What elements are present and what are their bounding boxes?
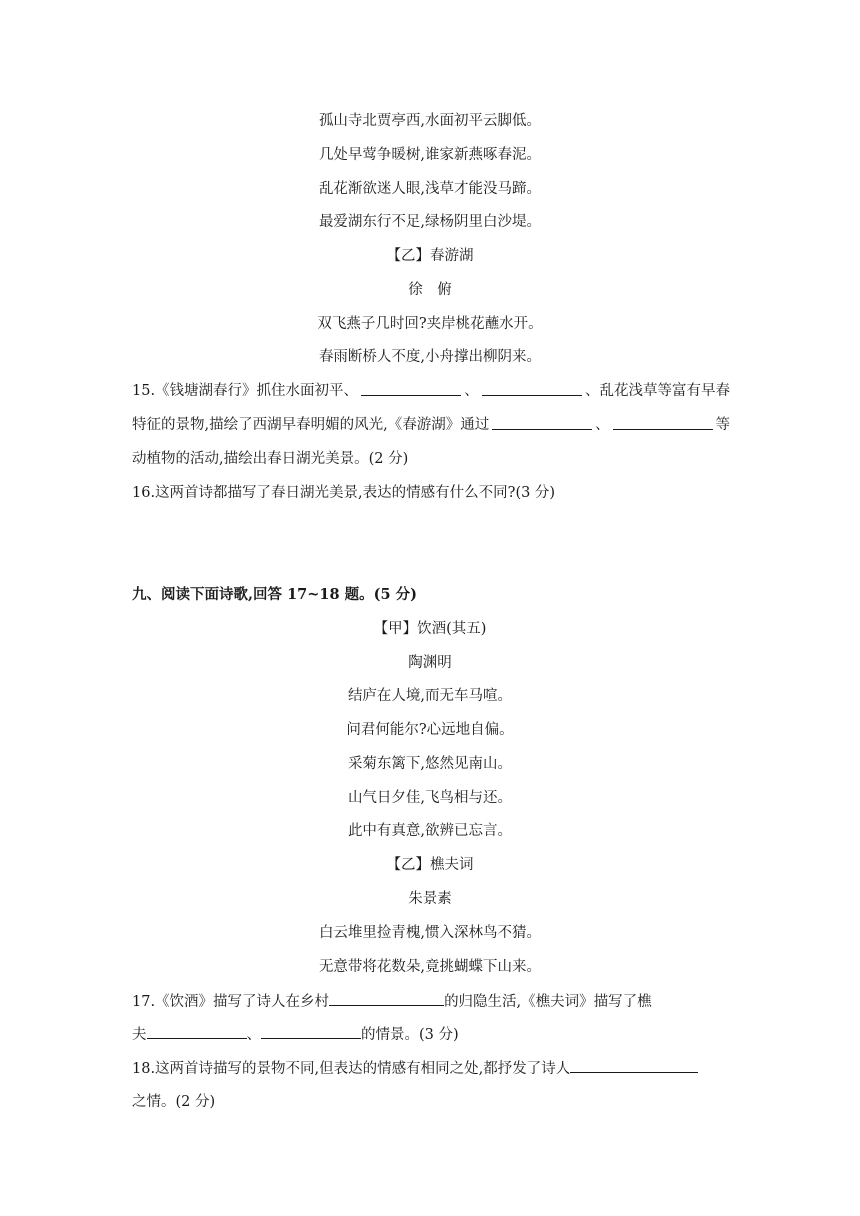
poem-line: 问君何能尔?心远地自偏。	[346, 722, 514, 738]
question-text: 特征的景物,描绘了西湖早春明媚的风光,《春游湖》通过	[132, 417, 490, 433]
poem-title: 【乙】春游湖	[386, 248, 474, 264]
poem-line: 结庐在人境,而无车马喧。	[347, 688, 513, 704]
answer-blank[interactable]	[482, 381, 582, 396]
poem-title: 【甲】饮酒(其五)	[373, 621, 487, 637]
question-17-line-2	[132, 1024, 459, 1045]
question-16: 16.这两首诗都描写了春日湖光美景,表达的情感有什么不同?(3 分)	[132, 485, 556, 501]
question-text: 夫	[132, 1027, 147, 1043]
answer-blank[interactable]	[147, 1024, 247, 1039]
answer-blank[interactable]	[492, 415, 592, 430]
question-text: 的情景。(3 分)	[361, 1027, 459, 1043]
poem-line: 山气日夕佳,飞鸟相与还。	[347, 790, 513, 806]
question-text: 18.这两首诗描写的景物不同,但表达的情感有相同之处,都抒发了诗人	[132, 1061, 571, 1077]
question-text: 、	[464, 383, 479, 399]
question-18-line-2: 之情。(2 分)	[132, 1094, 216, 1110]
poem-author: 徐 俯	[408, 282, 452, 298]
poem-line: 春雨断桥人不度,小舟撑出柳阴来。	[318, 349, 542, 365]
answer-blank[interactable]	[613, 415, 713, 430]
question-text: 等	[715, 417, 730, 433]
poem-author: 朱景素	[408, 891, 452, 907]
poem-line: 此中有真意,欲辨已忘言。	[347, 823, 513, 839]
question-text: 、	[595, 417, 610, 433]
poem-line: 无意带将花数朵,竟挑蝴蝶下山来。	[318, 959, 542, 975]
poem-title: 【乙】樵夫词	[386, 857, 474, 873]
question-18-line-1	[132, 1058, 698, 1079]
poem-line: 乱花渐欲迷人眼,浅草才能没马蹄。	[318, 181, 542, 197]
question-15-line-3: 动植物的活动,描绘出春日湖光美景。(2 分)	[132, 451, 409, 467]
question-text: 15.《钱塘湖春行》抓住水面初平、	[132, 383, 359, 399]
poem-author: 陶渊明	[408, 655, 452, 671]
question-text: 、	[246, 1027, 261, 1043]
poem-line: 最爱湖东行不足,绿杨阴里白沙堤。	[318, 214, 542, 230]
poem-line: 孤山寺北贾亭西,水面初平云脚低。	[318, 113, 542, 129]
question-text: 的归隐生活,《樵夫词》描写了樵	[444, 994, 652, 1010]
answer-blank[interactable]	[361, 381, 461, 396]
question-text: 17.《饮酒》描写了诗人在乡村	[132, 994, 330, 1010]
answer-blank[interactable]	[329, 991, 444, 1006]
poem-line: 采菊东篱下,悠然见南山。	[347, 756, 513, 772]
question-17-line-1	[132, 991, 652, 1012]
question-15-line-1	[132, 381, 730, 401]
answer-blank[interactable]	[570, 1058, 698, 1073]
poem-line: 白云堆里捡青槐,惯入深林鸟不猜。	[318, 925, 542, 941]
question-text: 、乱花浅草等富有早春	[585, 383, 730, 399]
section-heading: 九、阅读下面诗歌,回答 17~18 题。(5 分)	[132, 586, 418, 603]
poem-line: 几处早莺争暖树,谁家新燕啄春泥。	[318, 147, 542, 163]
poem-line: 双飞燕子几时回?夹岸桃花蘸水开。	[317, 316, 543, 332]
question-15-line-2	[132, 415, 730, 435]
answer-blank[interactable]	[261, 1024, 361, 1039]
